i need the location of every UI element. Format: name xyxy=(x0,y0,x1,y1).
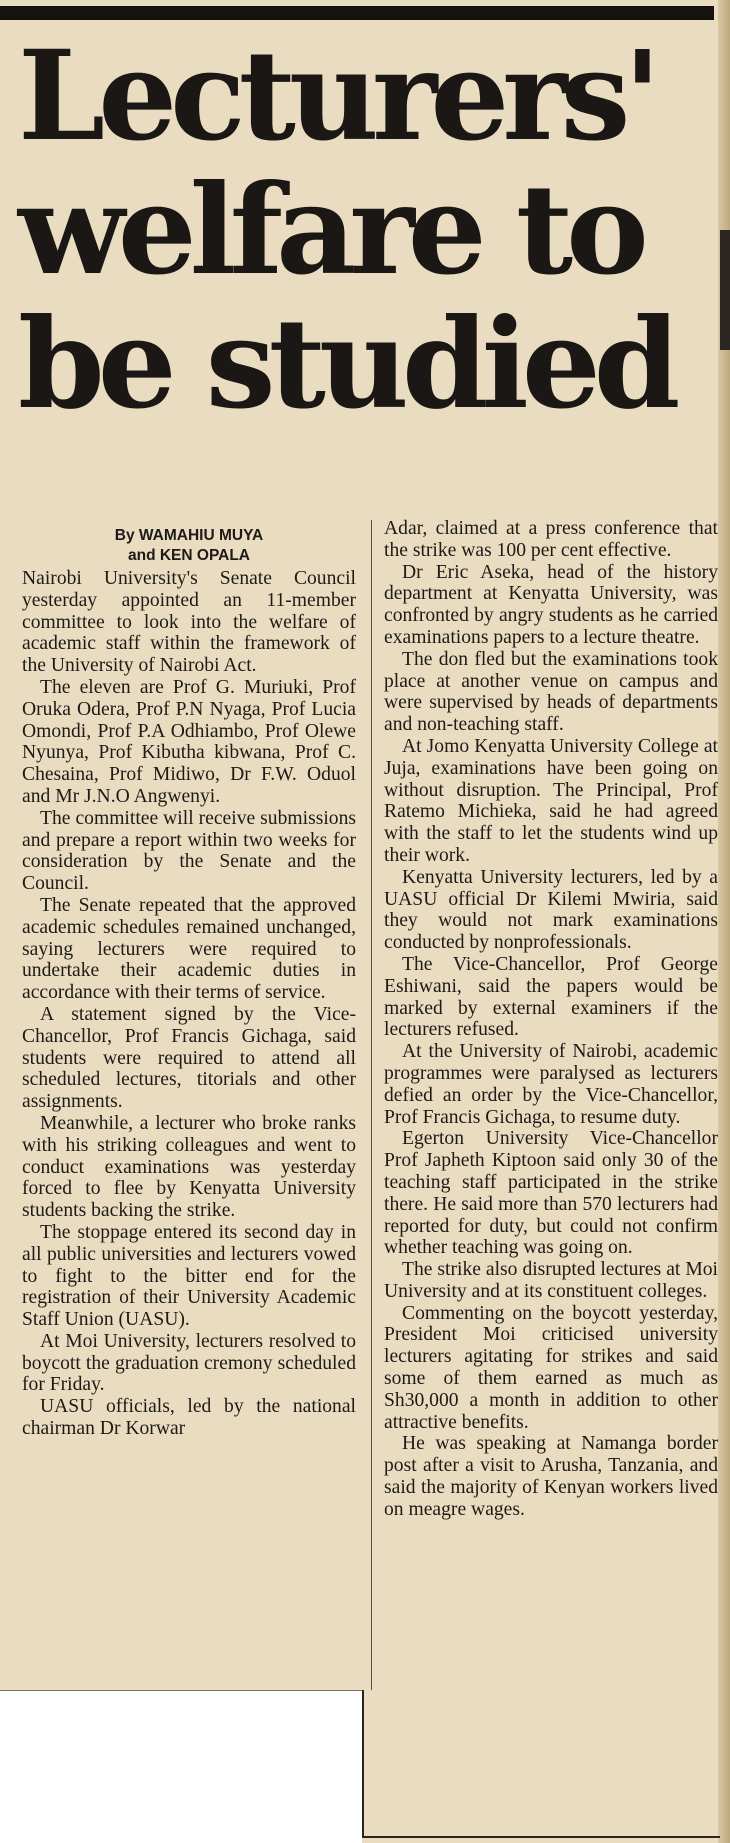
byline-line: By WAMAHIU MUYA xyxy=(114,527,264,544)
paragraph: The committee will receive submissions and prepare a report within two weeks for consideration by the Senate and the Council. xyxy=(22,807,356,895)
left-column xyxy=(22,568,356,1440)
cut-out-corner xyxy=(0,1690,362,1843)
box-rule-horizontal xyxy=(362,1836,720,1838)
paragraph: The stoppage entered its second day in all public universities and lecturers vowed to fight to the bitter end for the registration of their University Academic Staff Union (UASU). xyxy=(22,1221,356,1331)
column-divider xyxy=(371,520,372,1690)
paragraph: The strike also disrupted lectures at Moi University and at its constituent colleges. xyxy=(384,1259,718,1302)
paragraph: The Vice-Chancellor, Prof George Eshiwani, said the papers would be marked by external examiners if the lecturers refused. xyxy=(384,953,718,1041)
byline xyxy=(22,526,356,566)
paragraph: The Senate repeated that the approved academic schedules remained unchanged, saying lecturers were required to undertake their academic duties in accordance with their terms of service. xyxy=(22,894,356,1004)
paragraph: UASU officials, led by the national chairman Dr Korwar xyxy=(22,1396,356,1440)
paragraph: He was speaking at Namanga border post after a visit to Arusha, Tanzania, and said the majority of Kenyan workers lived on meagre wages. xyxy=(384,1433,718,1520)
paragraph: Adar, claimed at a press conference that the strike was 100 per cent effective. xyxy=(384,518,718,561)
paragraph: Nairobi University's Senate Council yesterday appointed an 11-member committee to look into the welfare of academic staff within the framework of the University of Nairobi Act. xyxy=(22,568,356,677)
headline-line: Lecturers' xyxy=(18,24,655,169)
headline-line: be studied xyxy=(18,292,674,437)
paragraph: Kenyatta University lecturers, led by a UASU official Dr Kilemi Mwiria, said they would not mark examinations conducted by nonprofessionals. xyxy=(384,866,718,954)
cut-edge-rule xyxy=(0,1690,362,1691)
adjacent-page-mark xyxy=(720,230,730,350)
headline xyxy=(18,24,718,437)
paragraph: At Moi University, lecturers resolved to boycott the graduation cremony scheduled for Friday. xyxy=(22,1330,356,1396)
paragraph: Meanwhile, a lecturer who broke ranks with his striking colleagues and went to conduct examinations was yesterday forced to flee by Kenyatta University students backing the strike. xyxy=(22,1112,356,1222)
paragraph: Dr Eric Aseka, head of the history department at Kenyatta University, was confronted by angry students as he carried examinations papers to a lecture theatre. xyxy=(384,561,718,648)
box-rule-vertical xyxy=(362,1690,364,1838)
headline-line: welfare to xyxy=(18,158,642,303)
top-rule xyxy=(0,6,714,20)
paragraph: At Jomo Kenyatta University College at Juja, examinations have been going on without disruption. The Principal, Prof Ratemo Michieka, said he had agreed with the staff to let the students wind up their work. xyxy=(384,735,718,866)
paragraph: The eleven are Prof G. Muriuki, Prof Oruka Odera, Prof P.N Nyaga, Prof Lucia Omondi, Prof P.A Odhiambo, Prof Olewe Nyunya, Prof Kibutha kibwana, Prof C. Chesaina, Prof Midiwo, Dr F.W. Oduol and Mr J.N.O Angwenyi. xyxy=(22,676,356,807)
paragraph: At the University of Nairobi, academic programmes were paralysed as lecturers defied an order by the Vice-Chancellor, Prof Francis Gichaga, to resume duty. xyxy=(384,1041,718,1128)
paragraph: A statement signed by the Vice-Chancellor, Prof Francis Gichaga, said students were required to attend all scheduled lectures, titorials and other assignments. xyxy=(22,1003,356,1113)
right-column xyxy=(384,518,718,1521)
paragraph: The don fled but the examinations took place at another venue on campus and were supervised by heads of departments and non-teaching staff. xyxy=(384,648,718,736)
byline-line: and KEN OPALA xyxy=(128,547,250,564)
paragraph: Commenting on the boycott yesterday, President Moi criticised university lecturers agitating for strikes and said some of them earned as much as Sh30,000 a month in addition to other attractive benefits. xyxy=(384,1302,718,1433)
paragraph: Egerton University Vice-Chancellor Prof Japheth Kiptoon said only 30 of the teaching staff participated in the strike there. He said more than 570 lecturers had reported for duty, but could not confirm whether teaching was going on. xyxy=(384,1128,718,1259)
